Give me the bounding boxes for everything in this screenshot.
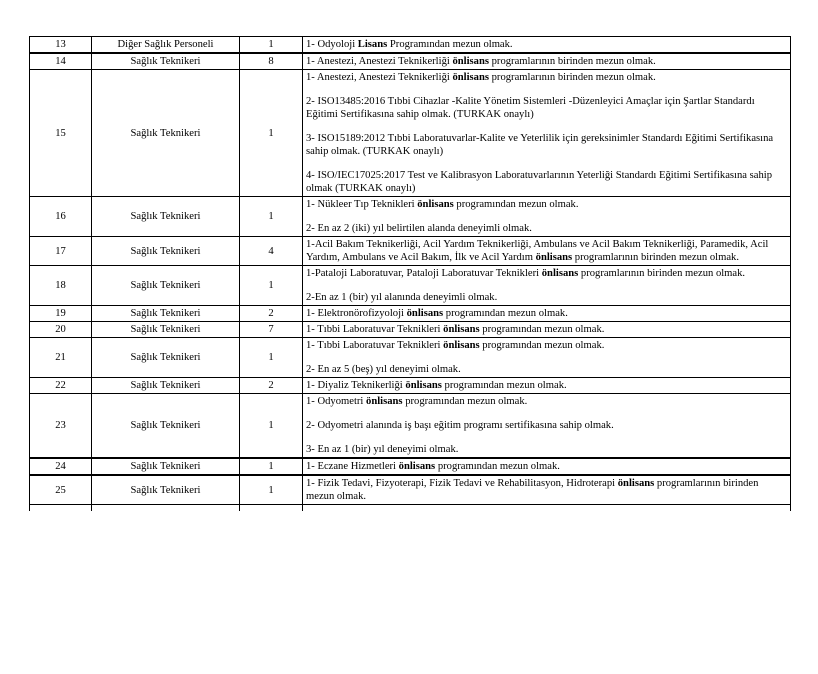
paragraph-gap [306, 352, 788, 363]
requirement-text: 1- Fizik Tedavi, Fizyoterapi, Fizik Tedavi ve Rehabilitasyon, Hidroterapi [306, 478, 618, 489]
position-count: 1 [240, 197, 303, 237]
requirement-item [306, 339, 788, 352]
table-row [30, 306, 791, 322]
requirement-text: 1-Acil Bakım Teknikerliği, Acil Yardım Teknikerliği, Ambulans ve Acil Bakım Teknikerliği, Paramedik, Acil Yardım, Ambulans ve Acil Bakım, İlk ve Acil Yardım [306, 239, 769, 263]
requirement-text: 2- Odyometri alanında iş başı eğitim programı sertifikasına sahip olmak. [306, 420, 614, 431]
requirement-text: 3- En az 1 (bir) yıl deneyimi olmak. [306, 444, 459, 455]
requirement-text: programından mezun olmak. [479, 340, 605, 351]
emphasis-text: önlisans [443, 340, 480, 351]
document-page [29, 36, 790, 511]
paragraph-gap [306, 408, 788, 419]
table-row [30, 378, 791, 394]
requirement-text: 1- Eczane Hizmetleri [306, 461, 399, 472]
requirement-text: 2-En az 1 (bir) yıl alanında deneyimli olmak. [306, 292, 498, 303]
emphasis-text: önlisans [617, 478, 655, 489]
requirement-item [306, 477, 788, 503]
position-count: 7 [240, 322, 303, 338]
requirement-item [306, 38, 788, 51]
row-number: 17 [30, 237, 92, 266]
requirement-text: 1- Nükleer Tıp Teknikleri [306, 199, 418, 210]
requirements-cell [303, 37, 791, 54]
requirement-item [306, 379, 788, 392]
requirement-item [306, 443, 788, 456]
position-count: 1 [240, 338, 303, 378]
requirement-text: programından mezun olmak. [435, 461, 560, 472]
table-row [30, 237, 791, 266]
table-row-continuation [30, 505, 791, 511]
row-number: 22 [30, 378, 92, 394]
empty-cell [92, 505, 240, 511]
paragraph-gap [306, 211, 788, 222]
empty-cell [30, 505, 92, 511]
position-count: 1 [240, 266, 303, 306]
position-count: 1 [240, 475, 303, 505]
requirements-cell [303, 53, 791, 70]
requirement-text: programından mezun olmak. [443, 308, 568, 319]
empty-cell [303, 505, 791, 511]
row-number: 19 [30, 306, 92, 322]
requirement-item [306, 169, 788, 195]
requirement-item [306, 222, 788, 235]
requirement-item [306, 71, 788, 84]
position-title: Sağlık Teknikeri [92, 237, 240, 266]
requirement-text: Programından mezun olmak. [387, 39, 513, 50]
row-number: 16 [30, 197, 92, 237]
staff-requirements-table [29, 36, 791, 511]
requirement-item [306, 132, 788, 158]
emphasis-text: önlisans [405, 380, 442, 391]
row-number: 13 [30, 37, 92, 54]
emphasis-text: önlisans [443, 324, 480, 335]
requirement-text: programından mezun olmak. [402, 396, 528, 407]
requirement-item [306, 395, 788, 408]
position-title: Sağlık Teknikeri [92, 458, 240, 475]
position-count: 1 [240, 37, 303, 54]
requirement-text: 3- ISO15189:2012 Tıbbi Laboratuvarlar-Kalite ve Yeterlilik için gereksinimler Standardı Eğitimi Sertifikasına sahip olmak. (TURKAK onaylı) [306, 133, 774, 157]
requirement-text: 1- Tıbbi Laboratuvar Teknikleri [306, 324, 444, 335]
requirement-text: 1- Anestezi, Anestezi Teknikerliği [306, 72, 453, 83]
requirement-item [306, 238, 788, 264]
requirements-cell [303, 338, 791, 378]
requirement-item [306, 291, 788, 304]
row-number: 25 [30, 475, 92, 505]
requirements-cell [303, 237, 791, 266]
paragraph-gap [306, 84, 788, 95]
row-number: 21 [30, 338, 92, 378]
position-title: Sağlık Teknikeri [92, 53, 240, 70]
row-number: 14 [30, 53, 92, 70]
requirements-cell [303, 306, 791, 322]
requirements-cell [303, 266, 791, 306]
requirements-cell [303, 394, 791, 459]
requirement-text: 1- Elektronörofizyoloji [306, 308, 407, 319]
table-row [30, 266, 791, 306]
requirement-text: 1- Diyaliz Teknikerliği [306, 380, 406, 391]
position-count: 1 [240, 70, 303, 197]
position-title: Sağlık Teknikeri [92, 378, 240, 394]
row-number: 15 [30, 70, 92, 197]
requirement-text: programlarının birinden mezun olmak. [306, 478, 759, 502]
requirements-cell [303, 197, 791, 237]
position-title: Sağlık Teknikeri [92, 306, 240, 322]
requirement-item [306, 363, 788, 376]
requirement-item [306, 460, 788, 473]
paragraph-gap [306, 121, 788, 132]
table-row [30, 70, 791, 197]
requirement-text: 2- ISO13485:2016 Tıbbi Cihazlar -Kalite Yönetim Sistemleri -Düzenleyici Amaçlar için Şartlar Standardı Eğitimi Sertifikasına sahip olmak. (TURKAK onaylı) [306, 96, 755, 120]
requirement-text: 1- Tıbbi Laboratuvar Teknikleri [306, 340, 444, 351]
requirement-item [306, 323, 788, 336]
requirements-cell [303, 322, 791, 338]
table-row [30, 338, 791, 378]
position-title: Diğer Sağlık Personeli [92, 37, 240, 54]
requirement-item [306, 95, 788, 121]
position-title: Sağlık Teknikeri [92, 475, 240, 505]
requirement-text: programından mezun olmak. [479, 324, 605, 335]
emphasis-text: önlisans [417, 199, 454, 210]
paragraph-gap [306, 158, 788, 169]
position-count: 8 [240, 53, 303, 70]
requirement-text: programından mezun olmak. [453, 199, 579, 210]
row-number: 23 [30, 394, 92, 459]
requirement-text: 2- En az 5 (beş) yıl deneyimi olmak. [306, 364, 461, 375]
requirement-text: 1- Odyometri [306, 396, 367, 407]
requirement-text: programlarının birinden mezun olmak. [488, 72, 656, 83]
requirement-item [306, 198, 788, 211]
position-title: Sağlık Teknikeri [92, 338, 240, 378]
requirement-text: 1-Pataloji Laboratuvar, Pataloji Laboratuvar Teknikleri [306, 268, 542, 279]
row-number: 20 [30, 322, 92, 338]
requirement-text: programlarının birinden mezun olmak. [578, 268, 746, 279]
position-count: 2 [240, 306, 303, 322]
paragraph-gap [306, 432, 788, 443]
position-title: Sağlık Teknikeri [92, 394, 240, 459]
requirement-text: programından mezun olmak. [441, 380, 567, 391]
requirement-item [306, 419, 788, 432]
requirements-cell [303, 475, 791, 505]
requirement-text: programlarının birinden mezun olmak. [572, 252, 739, 263]
emphasis-text: Lisans [357, 39, 388, 50]
requirements-cell [303, 378, 791, 394]
requirement-item [306, 307, 788, 320]
paragraph-gap [306, 280, 788, 291]
position-count: 1 [240, 394, 303, 459]
position-title: Sağlık Teknikeri [92, 70, 240, 197]
table-row [30, 458, 791, 475]
requirement-text: 2- En az 2 (iki) yıl belirtilen alanda deneyimli olmak. [306, 223, 532, 234]
emphasis-text: önlisans [452, 72, 489, 83]
emphasis-text: önlisans [398, 461, 436, 472]
requirements-cell [303, 70, 791, 197]
table-row [30, 394, 791, 459]
table-row [30, 37, 791, 54]
requirement-text: 1- Anestezi, Anestezi Teknikerliği [306, 56, 453, 67]
table-row [30, 475, 791, 505]
table-row [30, 197, 791, 237]
requirement-text: programlarının birinden mezun olmak. [488, 56, 656, 67]
emphasis-text: önlisans [406, 308, 444, 319]
position-count: 1 [240, 458, 303, 475]
requirement-item [306, 55, 788, 68]
empty-cell [240, 505, 303, 511]
row-number: 24 [30, 458, 92, 475]
position-title: Sağlık Teknikeri [92, 197, 240, 237]
position-title: Sağlık Teknikeri [92, 266, 240, 306]
position-count: 2 [240, 378, 303, 394]
row-number: 18 [30, 266, 92, 306]
emphasis-text: önlisans [452, 56, 489, 67]
position-count: 4 [240, 237, 303, 266]
requirement-text: 1- Odyoloji [306, 39, 358, 50]
requirements-cell [303, 458, 791, 475]
requirement-item [306, 267, 788, 280]
table-row [30, 53, 791, 70]
emphasis-text: önlisans [541, 268, 579, 279]
emphasis-text: önlisans [366, 396, 403, 407]
emphasis-text: önlisans [535, 252, 573, 263]
position-title: Sağlık Teknikeri [92, 322, 240, 338]
requirement-text: 4- ISO/IEC17025:2017 Test ve Kalibrasyon Laboratuvarlarının Yeterliği Standardı Eğitimi Sertifikasına sahip olmak (TURKAK onaylı) [306, 170, 772, 194]
table-row [30, 322, 791, 338]
